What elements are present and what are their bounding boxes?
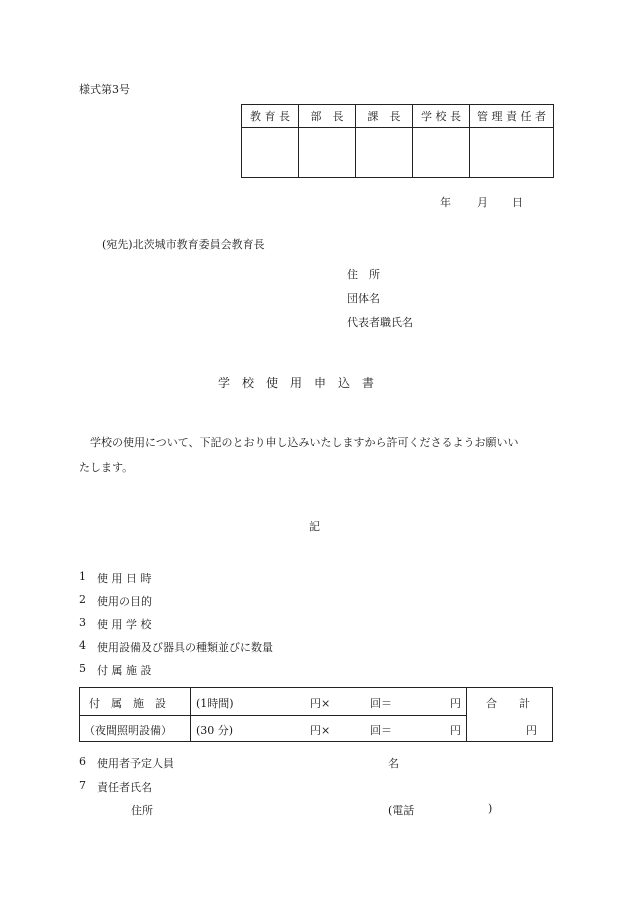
approval-header-section-head: 課 長 [356, 105, 413, 128]
approval-header-department-head: 部 長 [299, 105, 356, 128]
approval-stamp-cell[interactable] [242, 128, 299, 178]
approval-stamp-cell[interactable] [356, 128, 413, 178]
phone-close-paren: ) [488, 802, 493, 815]
fee-row2-yen-times[interactable]: 円× [310, 724, 331, 737]
approval-stamp-cell[interactable] [413, 128, 470, 178]
form-number: 様式第3号 [79, 83, 130, 96]
date-day-label: 日 [512, 196, 523, 209]
approval-header-superintendent: 教 育 長 [242, 105, 299, 128]
responsible-address-label: 住所 [131, 804, 153, 817]
item-number: 6 [79, 755, 86, 768]
item-responsible-person-label: 責任者氏名 [97, 781, 152, 794]
ki-heading: 記 [309, 520, 320, 533]
fee-row1-times-eq[interactable]: 回＝ [370, 697, 392, 710]
addressee: (宛先)北茨城市教育委員会教育長 [102, 238, 265, 251]
fee-row1-label: 付 属 施 設 [89, 697, 166, 710]
fee-row1-unit: (1時間) [196, 697, 234, 710]
applicant-representative-label: 代表者職氏名 [347, 316, 413, 329]
table-divider [466, 688, 467, 741]
body-text-line-2: たします。 [79, 461, 134, 474]
date-year-label: 年 [440, 196, 451, 209]
approval-stamp-table [241, 104, 554, 178]
item-expected-attendees-label: 使用者予定人員 [97, 757, 174, 770]
approval-stamp-cell[interactable] [470, 128, 554, 178]
facility-fee-table [79, 687, 553, 742]
fee-row2-times-eq[interactable]: 回＝ [370, 724, 392, 737]
item-school-label: 使 用 学 校 [97, 618, 152, 631]
item-usage-datetime-label: 使 用 日 時 [97, 572, 152, 585]
fee-total-label: 合 計 [486, 697, 530, 710]
item-number: 3 [79, 616, 86, 629]
body-text-line-1: 学校の使用について、下記のとおり申し込みいたしますから許可くださるようお願いい [90, 436, 519, 449]
approval-header-manager: 管 理 責 任 者 [470, 105, 554, 128]
item-number: 7 [79, 779, 86, 792]
document-title: 学 校 使 用 申 込 書 [218, 376, 375, 390]
item-number: 1 [79, 570, 86, 583]
fee-row2-label: （夜間照明設備） [84, 724, 172, 737]
fee-row2-yen[interactable]: 円 [450, 724, 461, 737]
attendees-unit: 名 [388, 757, 399, 770]
approval-stamp-cell[interactable] [299, 128, 356, 178]
approval-header-principal: 学 校 長 [413, 105, 470, 128]
phone-label: (電話 [388, 804, 415, 817]
fee-total-yen[interactable]: 円 [526, 724, 537, 737]
fee-row1-yen-times[interactable]: 円× [310, 697, 331, 710]
item-number: 4 [79, 639, 86, 652]
fee-row2-unit: (30 分) [196, 724, 234, 737]
item-number: 2 [79, 593, 86, 606]
date-month-label: 月 [477, 196, 488, 209]
applicant-address-label: 住 所 [347, 268, 380, 281]
item-number: 5 [79, 662, 86, 675]
applicant-org-label: 団体名 [347, 292, 380, 305]
item-equipment-label: 使用設備及び器具の種類並びに数量 [97, 641, 273, 654]
item-facilities-label: 付 属 施 設 [97, 664, 152, 677]
fee-row1-yen[interactable]: 円 [450, 697, 461, 710]
table-divider [80, 715, 466, 716]
item-usage-purpose-label: 使用の目的 [97, 595, 152, 608]
